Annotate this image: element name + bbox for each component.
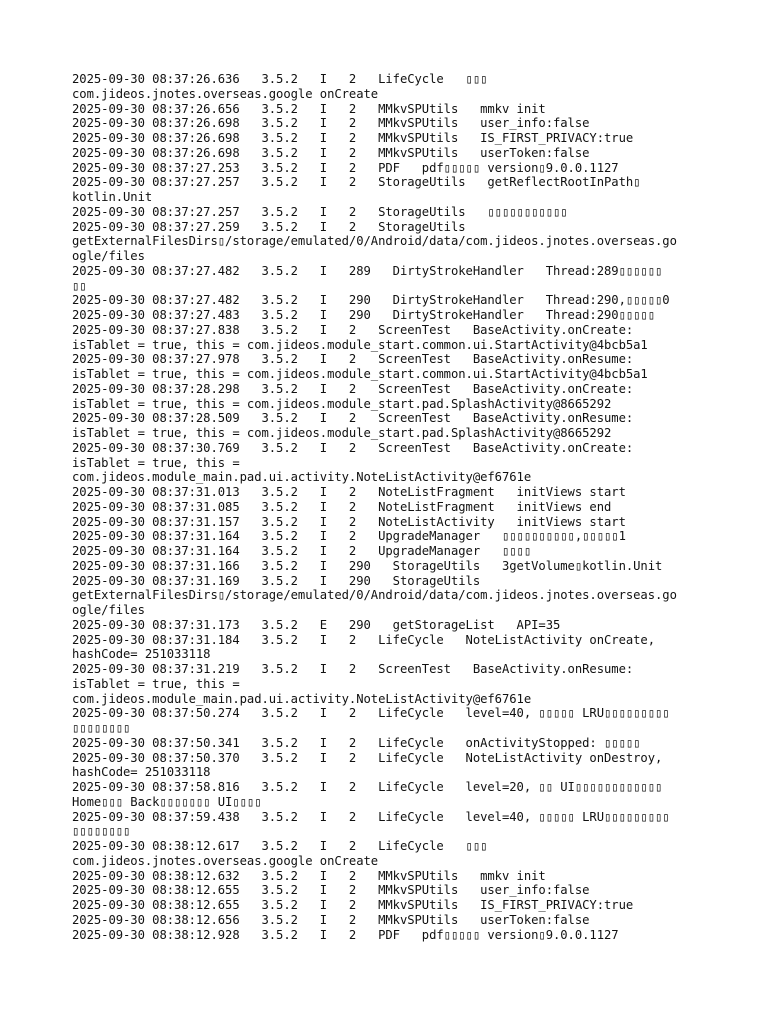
log-line: 2025-09-30 08:38:12.928 3.5.2 I 2 PDF pdf▯▯▯▯▯ version▯9.0.0.1127 xyxy=(72,927,619,942)
log-line: 2025-09-30 08:37:31.164 3.5.2 I 2 UpgradeManager ▯▯▯▯ xyxy=(72,544,532,558)
log-line: isTablet = true, this = com.jideos.module_start.pad.SplashActivity@8665292 xyxy=(72,426,612,440)
log-line: 2025-09-30 08:37:50.274 3.5.2 I 2 LifeCycle level=40, ▯▯▯▯▯ LRU▯▯▯▯▯▯▯▯▯ xyxy=(72,706,670,721)
log-line: 2025-09-30 08:38:12.617 3.5.2 I 2 LifeCycle ▯▯▯ xyxy=(72,839,488,853)
log-line: ogle/files xyxy=(72,249,145,263)
log-line: 2025-09-30 08:37:27.482 3.5.2 I 289 DirtyStrokeHandler Thread:289▯▯▯▯▯▯ xyxy=(72,263,663,278)
log-line: 2025-09-30 08:37:30.769 3.5.2 I 2 ScreenTest BaseActivity.onCreate: xyxy=(72,440,634,455)
log-line: isTablet = true, this = com.jideos.module_start.common.ui.StartActivity@4bcb5a1 xyxy=(72,337,648,352)
log-line: 2025-09-30 08:38:12.655 3.5.2 I 2 MMkvSPUtils IS_FIRST_PRIVACY:true xyxy=(72,898,634,912)
log-line: 2025-09-30 08:37:27.838 3.5.2 I 2 ScreenTest BaseActivity.onCreate: xyxy=(72,322,634,337)
log-line: 2025-09-30 08:37:31.085 3.5.2 I 2 NoteListFragment initViews end xyxy=(72,499,612,514)
log-line: 2025-09-30 08:37:26.698 3.5.2 I 2 MMkvSPUtils user_info:false xyxy=(72,116,590,131)
log-line: 2025-09-30 08:37:27.257 3.5.2 I 2 StorageUtils getReflectRootInPath▯ xyxy=(72,175,641,190)
log-line: 2025-09-30 08:37:31.169 3.5.2 I 290 StorageUtils xyxy=(72,573,481,588)
log-line: ▯▯▯▯▯▯▯▯ xyxy=(72,721,131,735)
log-line: 2025-09-30 08:37:50.341 3.5.2 I 2 LifeCycle onActivityStopped: ▯▯▯▯▯ xyxy=(72,735,641,750)
log-line: 2025-09-30 08:37:50.370 3.5.2 I 2 LifeCycle NoteListActivity onDestroy, xyxy=(72,750,663,765)
log-line: ogle/files xyxy=(72,603,145,617)
log-line: 2025-09-30 08:38:12.656 3.5.2 I 2 MMkvSPUtils userToken:false xyxy=(72,912,590,927)
log-line: 2025-09-30 08:37:27.253 3.5.2 I 2 PDF pdf▯▯▯▯▯ version▯9.0.0.1127 xyxy=(72,160,619,175)
log-line: 2025-09-30 08:37:58.816 3.5.2 I 2 LifeCycle level=20, ▯▯ UI▯▯▯▯▯▯▯▯▯▯▯▯ xyxy=(72,780,663,794)
log-line: 2025-09-30 08:37:27.482 3.5.2 I 290 DirtyStrokeHandler Thread:290,▯▯▯▯▯0 xyxy=(72,293,670,308)
log-line: hashCode= 251033118 xyxy=(72,765,211,780)
log-line: getExternalFilesDirs▯/storage/emulated/0/Android/data/com.jideos.jnotes.overseas.go xyxy=(72,588,677,603)
log-line: com.jideos.module_main.pad.ui.activity.NoteListActivity@ef6761e xyxy=(72,470,532,485)
log-line: 2025-09-30 08:37:31.013 3.5.2 I 2 NoteListFragment initViews start xyxy=(72,485,626,499)
log-line: 2025-09-30 08:37:27.978 3.5.2 I 2 ScreenTest BaseActivity.onResume: xyxy=(72,352,634,367)
log-line: 2025-09-30 08:37:31.166 3.5.2 I 290 StorageUtils 3getVolume▯kotlin.Unit xyxy=(72,558,663,573)
log-line: com.jideos.jnotes.overseas.google onCreate xyxy=(72,86,379,101)
log-line: 2025-09-30 08:37:31.173 3.5.2 E 290 getStorageList API=35 xyxy=(72,617,561,632)
log-line: 2025-09-30 08:38:12.632 3.5.2 I 2 MMkvSPUtils mmkv init xyxy=(72,868,546,883)
log-line: getExternalFilesDirs▯/storage/emulated/0/Android/data/com.jideos.jnotes.overseas.go xyxy=(72,234,677,249)
log-line: 2025-09-30 08:37:28.509 3.5.2 I 2 ScreenTest BaseActivity.onResume: xyxy=(72,411,634,426)
log-line: 2025-09-30 08:37:27.259 3.5.2 I 2 StorageUtils xyxy=(72,219,466,234)
log-line: com.jideos.jnotes.overseas.google onCreate xyxy=(72,853,379,868)
log-line: 2025-09-30 08:37:26.636 3.5.2 I 2 LifeCycle ▯▯▯ xyxy=(72,72,488,86)
log-line: 2025-09-30 08:37:31.219 3.5.2 I 2 ScreenTest BaseActivity.onResume: xyxy=(72,662,634,676)
log-line: 2025-09-30 08:37:26.656 3.5.2 I 2 MMkvSPUtils mmkv init xyxy=(72,101,546,116)
log-line: 2025-09-30 08:37:27.483 3.5.2 I 290 DirtyStrokeHandler Thread:290▯▯▯▯▯ xyxy=(72,308,656,322)
log-line: hashCode= 251033118 xyxy=(72,647,211,662)
log-line: com.jideos.module_main.pad.ui.activity.NoteListActivity@ef6761e xyxy=(72,691,532,706)
log-line: isTablet = true, this = com.jideos.module_start.pad.SplashActivity@8665292 xyxy=(72,396,612,411)
log-line: 2025-09-30 08:37:31.184 3.5.2 I 2 LifeCycle NoteListActivity onCreate, xyxy=(72,632,656,647)
log-line: isTablet = true, this = xyxy=(72,455,240,470)
log-line: ▯▯ xyxy=(72,278,87,293)
log-line: isTablet = true, this = xyxy=(72,676,240,691)
log-line: 2025-09-30 08:37:26.698 3.5.2 I 2 MMkvSPUtils IS_FIRST_PRIVACY:true xyxy=(72,131,634,145)
log-line: Home▯▯▯ Back▯▯▯▯▯▯▯ UI▯▯▯▯ xyxy=(72,794,262,809)
log-line: 2025-09-30 08:37:59.438 3.5.2 I 2 LifeCycle level=40, ▯▯▯▯▯ LRU▯▯▯▯▯▯▯▯▯ xyxy=(72,809,670,824)
log-line: kotlin.Unit xyxy=(72,190,153,204)
log-line: 2025-09-30 08:37:31.164 3.5.2 I 2 UpgradeManager ▯▯▯▯▯▯▯▯▯▯,▯▯▯▯▯1 xyxy=(72,529,626,544)
log-line: 2025-09-30 08:38:12.655 3.5.2 I 2 MMkvSPUtils user_info:false xyxy=(72,883,590,898)
log-line: 2025-09-30 08:37:28.298 3.5.2 I 2 ScreenTest BaseActivity.onCreate: xyxy=(72,381,634,396)
log-line: ▯▯▯▯▯▯▯▯ xyxy=(72,824,131,839)
log-line: isTablet = true, this = com.jideos.module_start.common.ui.StartActivity@4bcb5a1 xyxy=(72,367,648,381)
log-line: 2025-09-30 08:37:27.257 3.5.2 I 2 StorageUtils ▯▯▯▯▯▯▯▯▯▯▯ xyxy=(72,204,568,219)
log-line: 2025-09-30 08:37:26.698 3.5.2 I 2 MMkvSPUtils userToken:false xyxy=(72,145,590,160)
log-text xyxy=(72,72,702,942)
log-line: 2025-09-30 08:37:31.157 3.5.2 I 2 NoteListActivity initViews start xyxy=(72,514,626,529)
